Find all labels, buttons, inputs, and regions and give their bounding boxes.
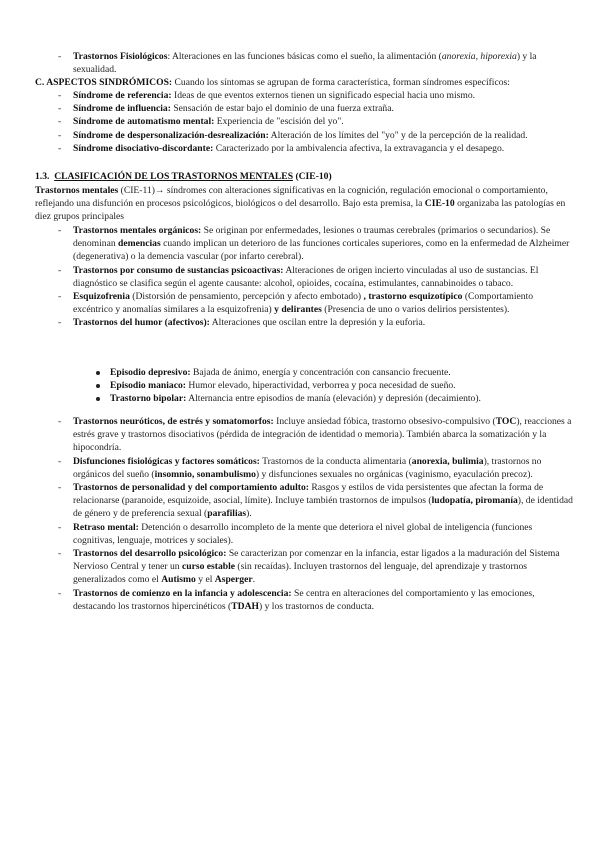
list-item-organicos: - Trastornos mentales orgánicos: Se originan por enfermedades, lesiones o traumas cerebrales (primarios o secundarios). Se denominan demencias cuando implican un deterioro de las funciones corticales superiores, como en la enfermedad de Alzheimer (degenerativa) o la demencia vascular (por infarto cerebral).	[73, 224, 573, 264]
list-item-neuroticos: - Trastornos neuróticos, de estrés y somatomorfos: Incluye ansiedad fóbica, trastorno obsesivo-compulsivo (TOC), reacciones a estrés grave y trastornos disociativos (pérdida de integración de identidad o memoria). También abarca la somatización y la hipocondría.	[73, 415, 573, 455]
list-item-personalidad: - Trastornos de personalidad y del comportamiento adulto: Rasgos y estilos de vida persistentes que afectan la forma de relacionarse (paranoide, esquizoide, asocial, límite). Incluye también trastornos de impulsos (ludopatía, piromanía), de identidad de género y de preferencia sexual (parafilias).	[73, 481, 573, 521]
list-item-desarrollo: - Trastornos del desarrollo psicológico: Se caracterizan por comenzar en la infancia, estar ligados a la maduración del Sistema Nervioso Central y tener un curso estable (sin recaídas). Incluyen trastornos del lenguaje, del aprendizaje y trastornos generalizados como el Autismo y el Asperger.	[73, 547, 573, 587]
list-item: - Síndrome de referencia: Ideas de que eventos externos tienen un significado especial hacia uno mismo.	[73, 89, 573, 102]
fisiologicos-list	[73, 50, 573, 76]
list-item: - Trastornos Fisiológicos: Alteraciones en las funciones básicas como el sueño, la alimentación (anorexia, hiporexia) y la sexualidad.	[73, 50, 573, 76]
list-item: - Síndrome de despersonalización-desrealización: Alteración de los límites del "yo" y de la percepción de la realidad.	[73, 129, 573, 142]
list-item-disfunciones: - Disfunciones fisiológicas y factores somáticos: Trastornos de la conducta alimentaria (anorexia, bulimia), trastornos no orgánicos del sueño (insomnio, sonambulismo) y disfunciones sexuales no orgánicas (vaginismo, eyaculación precoz).	[73, 455, 573, 481]
list-item: - Síndrome de influencia: Sensación de estar bajo el dominio de una fuerza extraña.	[73, 102, 573, 115]
classification-list-2	[73, 415, 573, 613]
list-item: - Síndrome disociativo-discordante: Caracterizado por la ambivalencia afectiva, la extravagancia y el desapego.	[73, 142, 573, 155]
section-13-intro: Trastornos mentales (CIE-11)→ síndromes con alteraciones significativas en la cognición, regulación emocional o comportamiento, reflejando una disfunción en procesos psicológicos, biológicos o del desarrollo. Bajo esta premisa, la CIE-10 organizaba las patologías en diez grupos principales	[35, 185, 566, 223]
list-item-infancia: - Trastornos de comienzo en la infancia y adolescencia: Se centra en alteraciones del comportamiento y las emociones, destacando los trastornos hipercinéticos (TDAH) y los trastornos de conducta.	[73, 587, 573, 613]
list-item-esquizofrenia: - Esquizofrenia (Distorsión de pensamiento, percepción y afecto embotado) , trastorno esquizotípico (Comportamiento excéntrico y anomalías similares a la esquizofrenia) y delirantes (Presencia de uno o varios delirios persistentes).	[73, 290, 573, 316]
sublist-item: Trastorno bipolar: Alternancia entre episodios de manía (elevación) y depresión (decaimiento).	[110, 392, 570, 405]
section-13-heading: 1.3. CLASIFICACIÓN DE LOS TRASTORNOS MENTALES (CIE-10)	[35, 171, 332, 182]
list-item-sustancias: - Trastornos por consumo de sustancias psicoactivas: Alteraciones de origen incierto vinculadas al uso de sustancias. El diagnóstico se clasifica según el agente causante: alcohol, opioides, cocaína, estimulantes, cannabinoides o tabaco.	[73, 264, 573, 290]
sublist-item: Episodio depresivo: Bajada de ánimo, energía y concentración con cansancio frecuente.	[110, 366, 570, 379]
section-c-heading: C. ASPECTOS SINDRÓMICOS: Cuando los síntomas se agrupan de forma característica, forman síndromes específicos:	[35, 77, 510, 88]
sublist-item: Episodio maniaco: Humor elevado, hiperactividad, verborrea y poca necesidad de sueño.	[110, 379, 570, 392]
list-item-retraso: - Retraso mental: Detención o desarrollo incompleto de la mente que deteriora el nivel global de inteligencia (funciones cognitivas, lenguaje, motrices y sociales).	[73, 521, 573, 547]
humor-sublist	[110, 366, 570, 406]
list-item-humor: - Trastornos del humor (afectivos): Alteraciones que oscilan entre la depresión y la euforia.	[73, 316, 573, 329]
classification-list-1	[73, 224, 573, 330]
list-item: - Síndrome de automatismo mental: Experiencia de "escisión del yo".	[73, 115, 573, 128]
section-c-list	[73, 89, 573, 155]
